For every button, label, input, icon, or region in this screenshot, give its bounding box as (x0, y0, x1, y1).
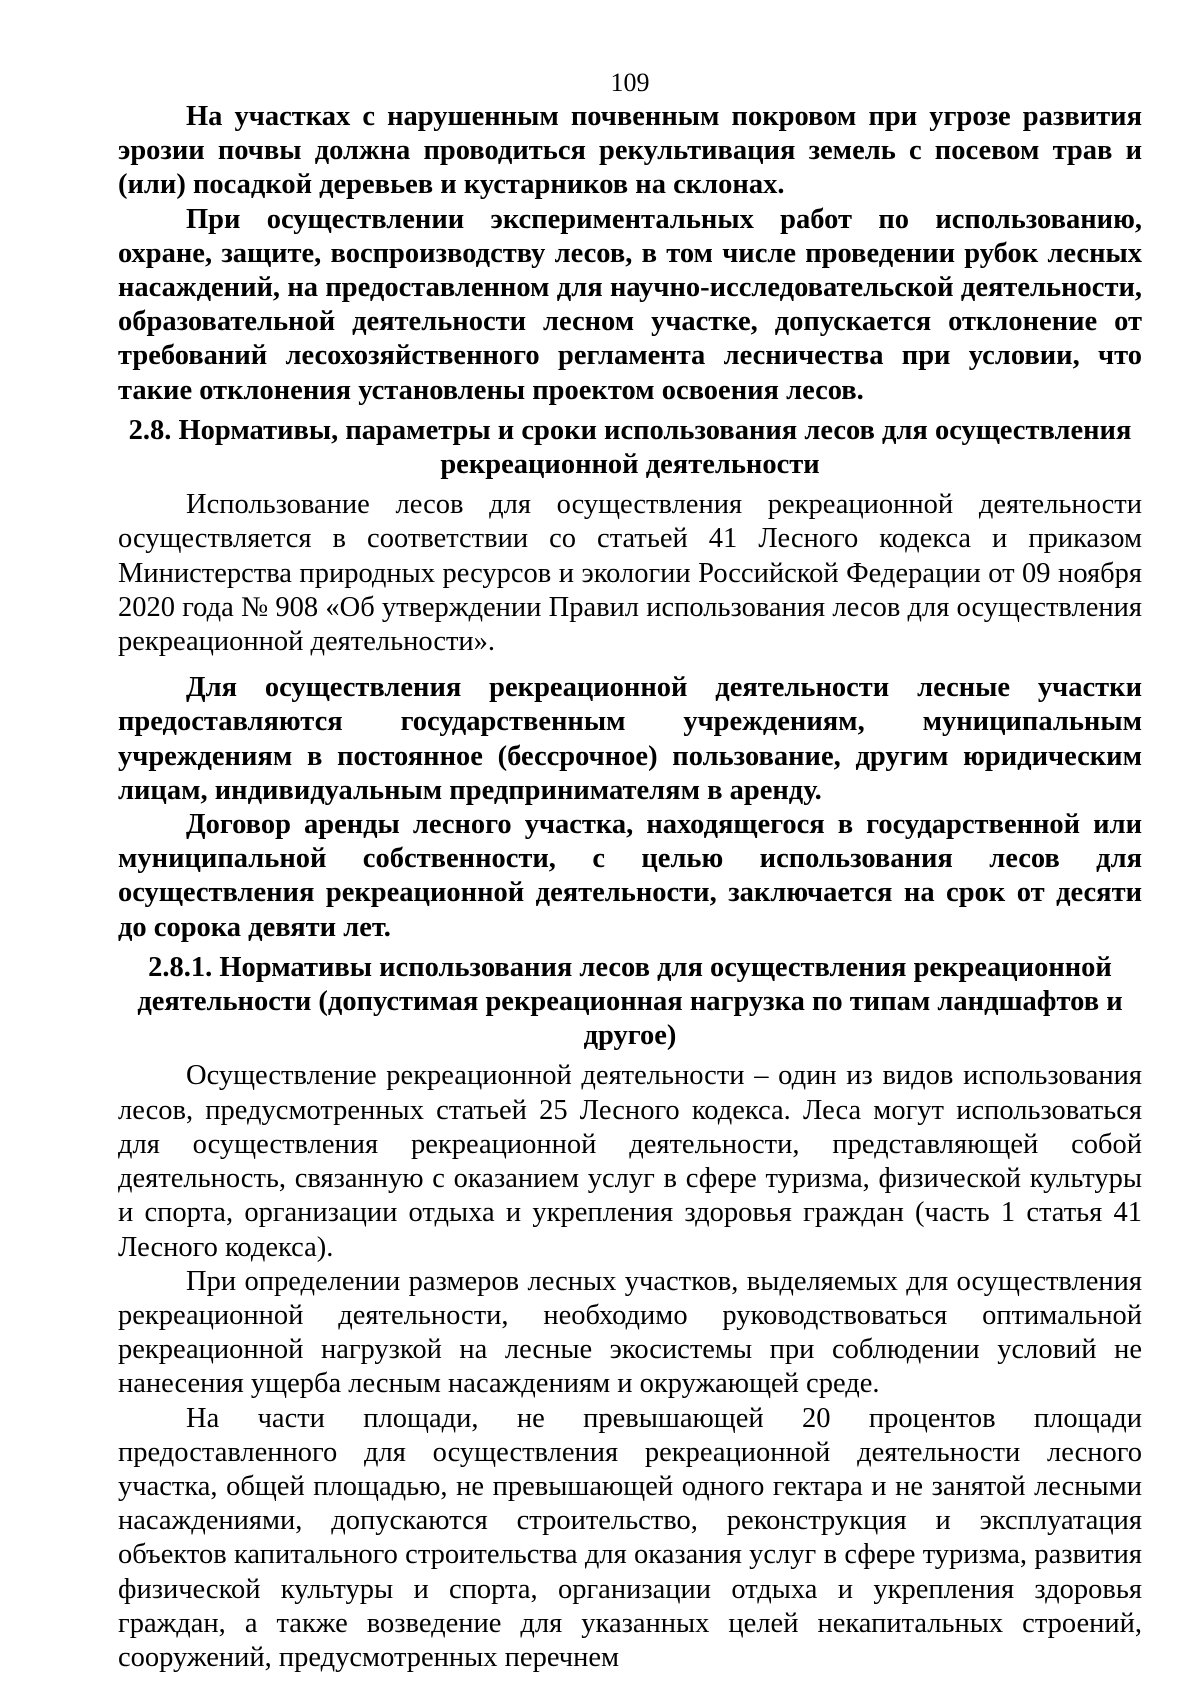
section-heading-2-8-1-line-2: деятельности (допустимая рекреационная нагрузка по типам ландшафтов и (137, 986, 1123, 1018)
section-heading-2-8-1-line-1: 2.8.1. Нормативы использования лесов для осуществления рекреационной (148, 951, 1112, 983)
paragraph-recreation-usage-basis: Использование лесов для осуществления рекреационной деятельности осуществляется в соответствии со статьей 41 Лесного кодекса и приказом Министерства природных ресурсов и экологии Российской Федерации от 09 ноября 2020 года № 908 «Об утверждении Правил использования лесов для осуществления рекреационной деятельности». (118, 489, 1142, 658)
section-heading-2-8 (118, 414, 1142, 482)
section-heading-2-8-1 (118, 951, 1142, 1054)
document-page (118, 68, 1142, 1675)
spacer (118, 659, 1142, 671)
paragraph-erosion-recultivation: На участках с нарушенным почвенным покровом при угрозе развития эрозии почвы должна проводиться рекультивация земель с посевом трав и (или) посадкой деревьев и кустарников на склонах. (118, 101, 1142, 201)
section-heading-2-8-line-1: 2.8. Нормативы, параметры и сроки использования лесов для осуществления (128, 414, 1132, 446)
section-heading-2-8-line-2: рекреационной деятельности (440, 449, 820, 481)
paragraph-construction-allowance: На части площади, не превышающей 20 процентов площади предоставленного для осуществления рекреационной деятельности лесного участка, общей площадью, не превышающей одного гектара и не занятой лесными насаждениями, допускаются строительство, реконструкция и эксплуатация объектов капитального строительства для оказания услуг в сфере туризма, развития физической культуры и спорта, организации отдыха и укрепления здоровья граждан, а также возведение для указанных целей некапитальных строений, сооружений, предусмотренных перечнем (118, 1402, 1142, 1673)
paragraph-lease-term: Договор аренды лесного участка, находящегося в государственной или муниципальной собственности, с целью использования лесов для осуществления рекреационной деятельности, заключается на срок от десяти до сорока девяти лет. (118, 809, 1142, 943)
paragraph-plots-provision: Для осуществления рекреационной деятельности лесные участки предоставляются государственным учреждениям, муниципальным учреждениям в постоянное (бессрочное) пользование, другим юридическим лицам, индивидуальным предпринимателям в аренду. (118, 672, 1142, 806)
paragraph-experimental-works: При осуществлении экспериментальных работ по использованию, охране, защите, воспроизводству лесов, в том числе проведении рубок лесных насаждений, на предоставленном для научно-исследовательской деятельности, образовательной деятельности лесном участке, допускается отклонение от требований лесохозяйственного регламента лесничества при условии, что такие отклонения установлены проектом освоения лесов. (118, 203, 1142, 406)
section-heading-2-8-1-line-3: другое) (583, 1020, 677, 1052)
page-number: 109 (610, 68, 650, 97)
paragraph-plot-size-determination: При определении размеров лесных участков, выделяемых для осуществления рекреационной деятельности, необходимо руководствоваться оптимальной рекреационной нагрузкой на лесные экосистемы при соблюдении условий не нанесения ущерба лесным насаждениям и окружающей среде. (118, 1265, 1142, 1400)
paragraph-recreation-definition: Осуществление рекреационной деятельности – один из видов использования лесов, предусмотренных статьей 25 Лесного кодекса. Леса могут использоваться для осуществления рекреационной деятельности, представляющей собой деятельность, связанную с оказанием услуг в сфере туризма, физической культуры и спорта, организации отдыха и укрепления здоровья граждан (часть 1 статья 41 Лесного кодекса). (118, 1060, 1142, 1263)
